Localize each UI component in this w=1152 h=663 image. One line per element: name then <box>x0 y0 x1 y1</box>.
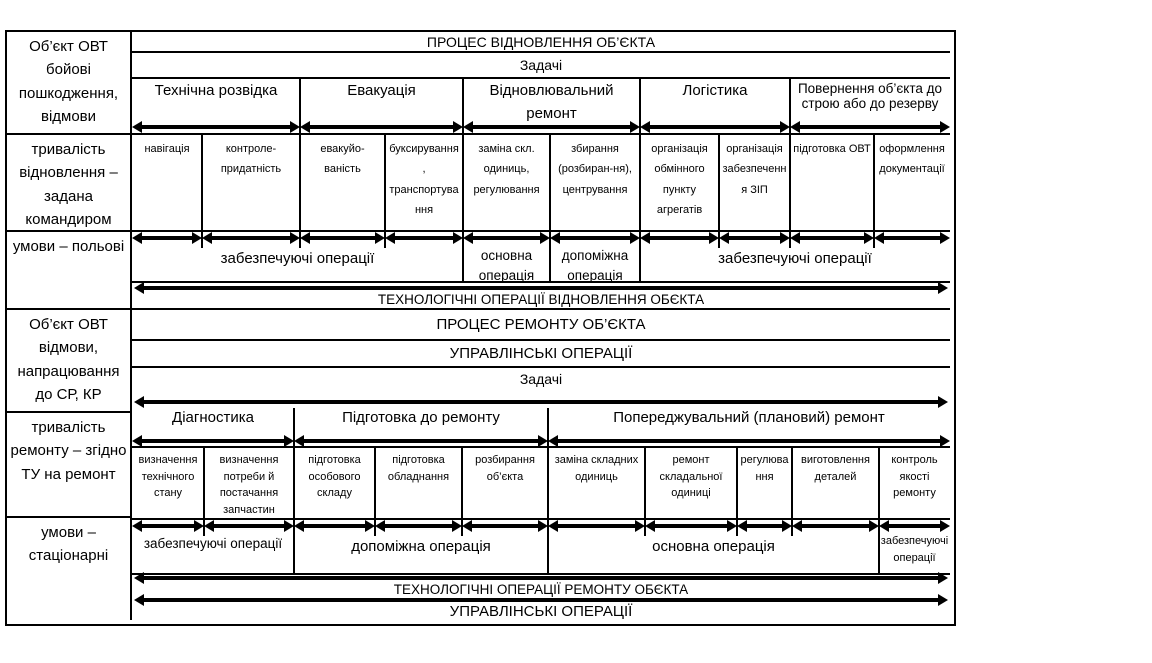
divider <box>462 135 464 232</box>
operation-label: основна операція <box>652 538 775 555</box>
process-table <box>5 30 956 626</box>
section2-management-top: УПРАВЛІНСЬКІ ОПЕРАЦІЇ <box>132 341 950 368</box>
task-column-header: Відновлювальний ремонт <box>489 82 614 122</box>
double-arrow-icon <box>302 524 367 528</box>
subtask-cell: ремонт складальної одиниці <box>659 454 723 499</box>
double-arrow-icon <box>887 524 942 528</box>
management-ops-label: УПРАВЛІНСЬКІ ОПЕРАЦІЇ <box>449 603 633 620</box>
section1-headers-row <box>132 79 950 135</box>
section1-title: ПРОЦЕС ВІДНОВЛЕННЯ ОБ’ЄКТА <box>132 32 950 53</box>
section2-management-bottom-row <box>132 598 950 620</box>
double-arrow-icon <box>308 125 455 129</box>
divider <box>736 448 738 520</box>
section1-subtasks-row <box>132 135 950 232</box>
double-arrow-icon <box>470 524 540 528</box>
section2-tasks-label: Задачі <box>519 371 563 387</box>
double-arrow-icon <box>471 236 542 240</box>
left-label-recovery-duration: тривалість відновлення – задана командиром <box>7 135 132 232</box>
tech-ops-label: ТЕХНОЛОГІЧНІ ОПЕРАЦІЇ ВІДНОВЛЕННЯ ОБЄКТА <box>377 292 705 307</box>
divider <box>873 135 875 232</box>
divider <box>718 135 720 232</box>
section1-tasks-label: Задачі <box>132 53 950 79</box>
double-arrow-icon <box>556 524 637 528</box>
subtask-cell: заміна скл. одиниць, регулювання <box>473 143 540 196</box>
subtask-cell: регулювання <box>740 454 789 483</box>
subtask-cell: евакуйо-ваність <box>320 143 365 176</box>
double-arrow-icon <box>798 236 866 240</box>
double-arrow-icon <box>142 576 940 580</box>
double-arrow-icon <box>727 236 782 240</box>
task-column-header: Повернення об’єкта до строю або до резерву <box>797 81 943 112</box>
subtask-cell: навігація <box>144 143 190 155</box>
double-arrow-icon <box>302 439 540 443</box>
subtask-cell: виготовлення деталей <box>801 454 870 483</box>
divider <box>549 135 551 232</box>
double-arrow-icon <box>142 286 940 290</box>
section1-operations-row <box>132 232 950 283</box>
double-arrow-icon <box>798 125 942 129</box>
subtask-cell: підготовка ОВТ <box>793 143 871 155</box>
section2-headers-row <box>132 406 950 448</box>
subtask-cell: заміна складних одиниць <box>554 454 639 483</box>
subtask-cell: розбирання об’єкта <box>475 454 535 483</box>
subtask-cell: оформлення документації <box>879 143 945 176</box>
divider <box>789 135 791 232</box>
left-label-repair-duration: тривалість ремонту – згідно ТУ на ремонт <box>7 413 132 518</box>
section1-tech-ops-row <box>132 283 950 310</box>
subtask-cell: визначення потреби й постачання запчастин <box>219 454 279 516</box>
subtask-cell: буксирування, транспортування <box>389 143 459 217</box>
double-arrow-icon <box>882 236 942 240</box>
double-arrow-icon <box>142 598 940 602</box>
task-column-header: Попереджувальний (плановий) ремонт <box>613 409 885 426</box>
left-label-object-recovery: Об’єкт ОВТ бойові пошкодження, відмови <box>7 32 132 135</box>
tech-ops-label: ТЕХНОЛОГІЧНІ ОПЕРАЦІЇ РЕМОНТУ ОБЄКТА <box>393 582 689 597</box>
double-arrow-icon <box>558 236 632 240</box>
divider <box>293 448 295 520</box>
subtask-cell: визначення технічного стану <box>138 454 198 499</box>
operation-label: забезпечуючі операції <box>220 250 375 267</box>
double-arrow-icon <box>745 524 784 528</box>
divider <box>384 135 386 232</box>
section2-title: ПРОЦЕС РЕМОНТУ ОБ’ЄКТА <box>132 310 950 341</box>
double-arrow-icon <box>140 125 292 129</box>
section2-tasks-row <box>132 368 950 406</box>
subtask-cell: контроль якості ремонту <box>891 454 938 499</box>
double-arrow-icon <box>210 236 292 240</box>
divider <box>299 135 301 232</box>
subtask-cell: організація обмінного пункту агрегатів <box>651 143 708 217</box>
operation-label: забезпечуючі операції <box>880 535 949 564</box>
left-label-object-repair: Об’єкт ОВТ відмови, напрацювання до СР, КР <box>7 310 132 413</box>
task-column-header: Логістика <box>682 82 748 99</box>
double-arrow-icon <box>140 439 286 443</box>
section2-subtasks-row <box>132 448 950 520</box>
double-arrow-icon <box>393 236 455 240</box>
divider <box>791 448 793 520</box>
double-arrow-icon <box>648 125 782 129</box>
subtask-cell: організація забезпечення ЗІП <box>722 143 787 196</box>
task-column-header: Технічна розвідка <box>154 82 278 99</box>
section2-tech-ops-row <box>132 575 950 598</box>
divider <box>878 448 880 520</box>
left-label-field-conditions: умови – польові <box>7 232 132 310</box>
operation-label: забезпечуючі операції <box>718 250 872 267</box>
subtask-cell: підготовка обладнання <box>387 454 450 483</box>
divider <box>201 135 203 232</box>
operation-label: забезпечуючі операції <box>143 536 283 551</box>
double-arrow-icon <box>471 125 632 129</box>
double-arrow-icon <box>800 524 871 528</box>
divider <box>639 135 641 232</box>
divider <box>203 448 205 520</box>
divider <box>547 448 549 520</box>
divider <box>644 448 646 520</box>
divider <box>374 448 376 520</box>
task-column-header: Підготовка до ремонту <box>342 409 500 426</box>
operation-label: основна операція <box>478 248 535 283</box>
subtask-cell: збирання (розбиран-ня), центрування <box>558 143 632 196</box>
double-arrow-icon <box>212 524 286 528</box>
double-arrow-icon <box>142 400 940 404</box>
double-arrow-icon <box>308 236 377 240</box>
double-arrow-icon <box>648 236 711 240</box>
double-arrow-icon <box>653 524 729 528</box>
double-arrow-icon <box>383 524 454 528</box>
left-label-stationary-conditions: умови – стаціонарні <box>7 518 132 620</box>
subtask-cell: контроле-придатність <box>220 143 282 176</box>
divider <box>461 448 463 520</box>
operation-label: допоміжна операція <box>351 538 491 555</box>
task-column-header: Діагностика <box>172 409 254 426</box>
section2-operations-row <box>132 520 950 575</box>
double-arrow-icon <box>140 236 194 240</box>
double-arrow-icon <box>556 439 942 443</box>
double-arrow-icon <box>140 524 196 528</box>
task-column-header: Евакуація <box>347 82 416 99</box>
subtask-cell: підготовка особового складу <box>308 454 361 499</box>
operation-label: допоміжна операція <box>561 248 629 283</box>
